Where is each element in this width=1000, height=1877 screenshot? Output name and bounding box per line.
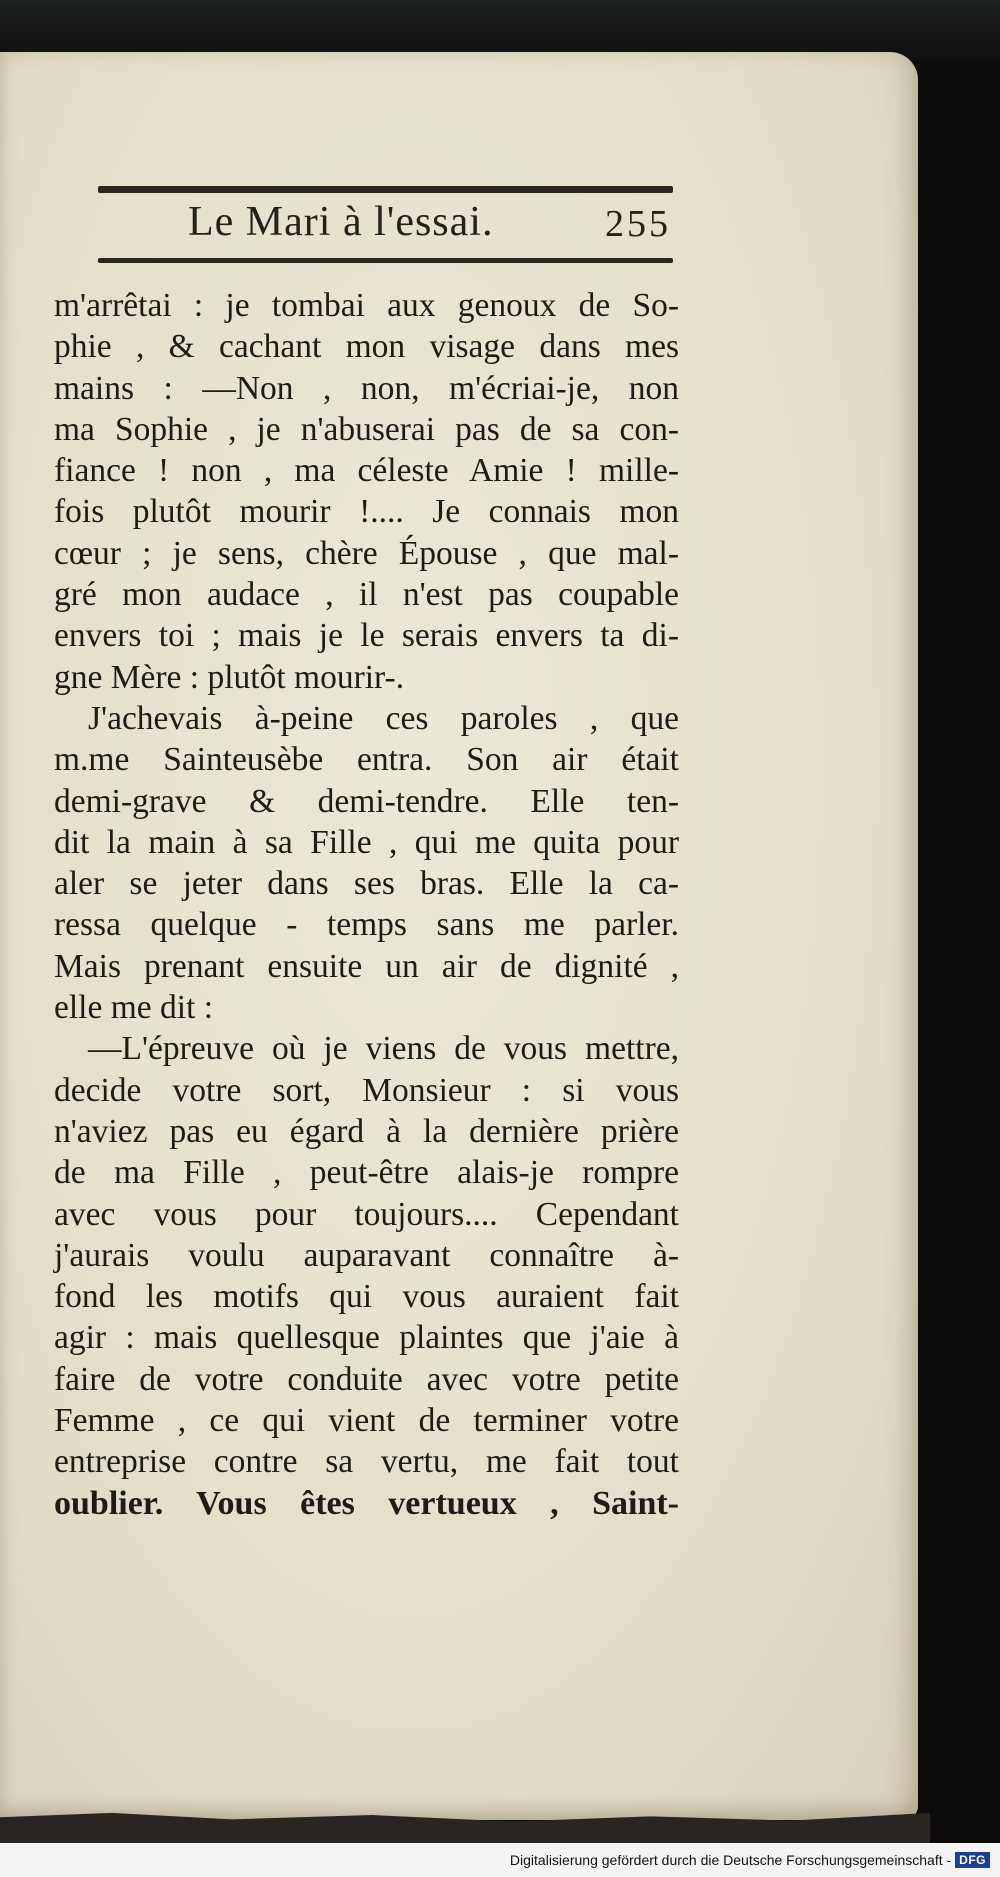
text-line: dit la main à sa Fille , qui me quita pour bbox=[54, 823, 679, 861]
text-line: Femme , ce qui vient de terminer votre bbox=[54, 1402, 679, 1440]
text-line: m.me Sainteusèbe entra. Son air était bbox=[54, 741, 679, 779]
text-line: cœur ; je sens, chère Épouse , que mal- bbox=[54, 534, 679, 572]
text-line: mains : —Non , non, m'écriai-je, non bbox=[54, 369, 679, 407]
text-line: fond les motifs qui vous auraient fait bbox=[54, 1278, 679, 1316]
dfg-logo: DFG bbox=[955, 1852, 990, 1868]
text-line: gré mon audace , il n'est pas coupable bbox=[54, 576, 679, 614]
text-line: ma Sophie , je n'abuserai pas de sa con- bbox=[54, 410, 679, 448]
text-line: fiance ! non , ma céleste Amie ! mille- bbox=[54, 452, 679, 490]
running-title: Le Mari à l'essai. bbox=[188, 199, 494, 245]
text-line: agir : mais quellesque plaintes que j'aie à bbox=[54, 1319, 679, 1357]
text-line: aler se jeter dans ses bras. Elle la ca- bbox=[54, 865, 679, 903]
text-line: j'aurais voulu auparavant connaître à- bbox=[54, 1236, 679, 1274]
running-head bbox=[98, 196, 673, 256]
text-line: phie , & cachant mon visage dans mes bbox=[54, 328, 679, 366]
text-line: gne Mère : plutôt mourir-. bbox=[54, 658, 405, 696]
text-line: n'aviez pas eu égard à la dernière prière bbox=[54, 1112, 679, 1150]
credit-text: Digitalisierung gefördert durch die Deutsche Forschungsgemeinschaft - bbox=[509, 1852, 952, 1868]
text-line: —L'épreuve où je viens de vous mettre, bbox=[88, 1030, 679, 1068]
text-line: avec vous pour toujours.... Cependant bbox=[54, 1195, 679, 1233]
text-line: oublier. Vous êtes vertueux , Saint- bbox=[54, 1484, 679, 1522]
text-line: decide votre sort, Monsieur : si vous bbox=[54, 1071, 679, 1109]
text-line: envers toi ; mais je le serais envers ta di- bbox=[54, 617, 679, 655]
scan-background-top bbox=[0, 0, 1000, 60]
body-text bbox=[54, 285, 679, 1524]
text-line: J'achevais à-peine ces paroles , que bbox=[88, 699, 679, 737]
text-line: Mais prenant ensuite un air de dignité , bbox=[54, 947, 679, 985]
text-line: entreprise contre sa vertu, me fait tout bbox=[54, 1443, 679, 1481]
digitization-credit bbox=[506, 1847, 994, 1873]
text-line: m'arrêtai : je tombai aux genoux de So- bbox=[54, 287, 679, 324]
text-line: faire de votre conduite avec votre petite bbox=[54, 1360, 679, 1398]
text-line: demi-grave & demi-tendre. Elle ten- bbox=[54, 782, 679, 820]
header-rule-bottom bbox=[98, 258, 673, 263]
text-line: fois plutôt mourir !.... Je connais mon bbox=[54, 493, 679, 531]
text-line: elle me dit : bbox=[54, 989, 214, 1027]
text-line: ressa quelque - temps sans me parler. bbox=[54, 906, 679, 944]
text-line: de ma Fille , peut-être alais-je rompre bbox=[54, 1154, 679, 1192]
header-rule-top bbox=[98, 186, 673, 193]
page-number: 255 bbox=[605, 203, 671, 245]
